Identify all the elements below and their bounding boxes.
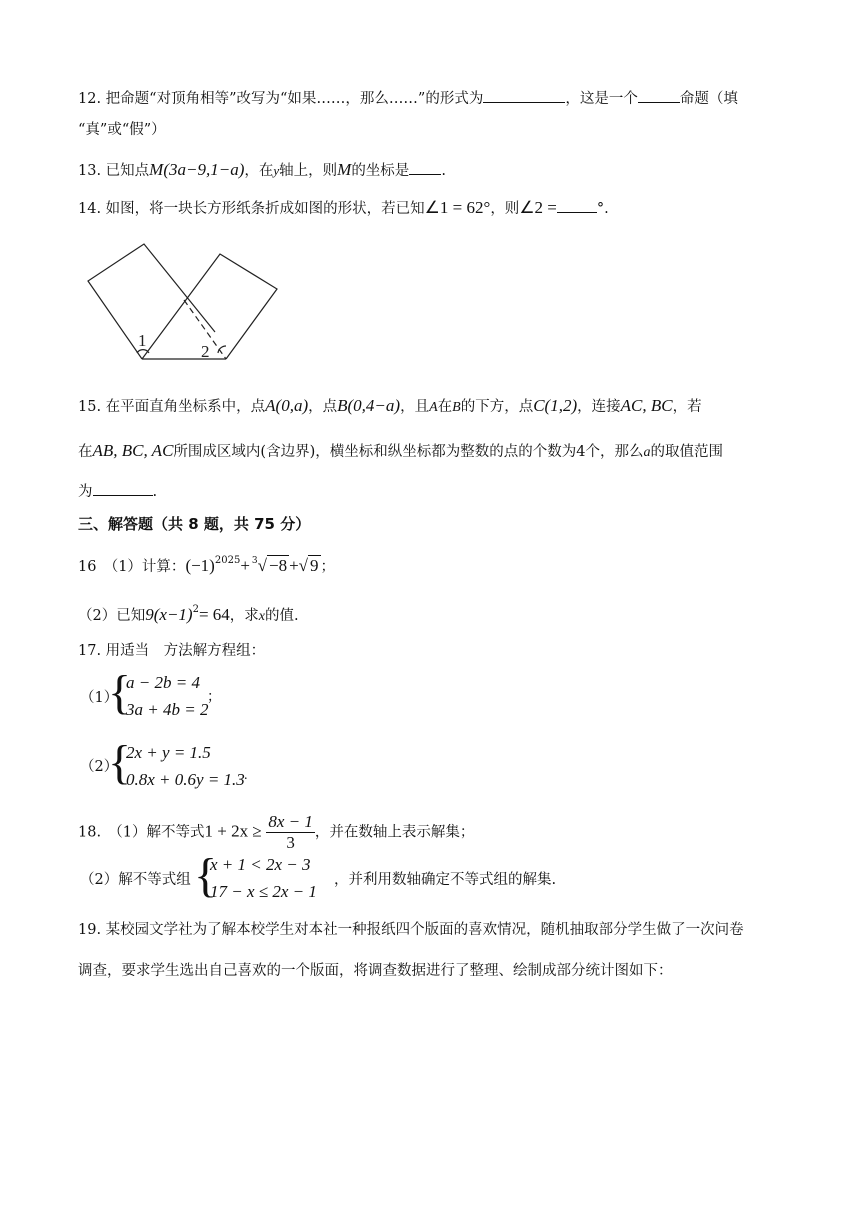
q16-part2-prefix: （2）已知 xyxy=(78,608,146,624)
equals-64: = 64 xyxy=(198,605,230,624)
exponent-2025: 2025 xyxy=(214,555,241,566)
lhs-1-plus-2x: 1 + 2x ≥ xyxy=(204,821,262,841)
question-19-line-1: 19. 某校园文学社为了解本校学生对本社一种报纸四个版面的喜欢情况，随机抽取部分学生做了一次问卷 xyxy=(78,922,744,938)
q15-text5: ，若 xyxy=(672,399,702,415)
segments-ab-bc-ac: AB, BC, AC xyxy=(92,441,174,460)
brace-icon: { xyxy=(108,736,132,789)
q15-comma1: ，点 xyxy=(308,399,338,415)
q18-p2-eq2: 17 − x ≤ 2x − 1 xyxy=(210,882,317,901)
q18-part2-suffix: ，并利用数轴确定不等式组的解集. xyxy=(334,872,557,888)
question-15-line-2 xyxy=(78,441,723,463)
q15-text4: ，连接 xyxy=(577,399,621,415)
q15-prefix: 15. 在平面直角坐标系中，点 xyxy=(78,399,266,415)
q17-p1-end: ； xyxy=(207,690,221,705)
question-12-line-1 xyxy=(78,88,738,109)
q12-text-a: 12. 把命题“对顶角相等”改写为“如果……，那么……”的形式为 xyxy=(78,91,484,107)
fraction-denominator: 3 xyxy=(286,833,295,852)
var-b-upper: B xyxy=(452,400,461,415)
q15-text2: 在 xyxy=(437,399,453,415)
q18-p1-suffix: ，并在数轴上表示解集； xyxy=(314,824,475,841)
q12-text-b: ，这是一个 xyxy=(565,91,638,107)
q15-text1: ，且 xyxy=(400,399,430,415)
angle-2-expr: ∠2 = xyxy=(519,198,557,217)
question-15-line-3 xyxy=(78,481,157,502)
question-15-line-1 xyxy=(78,396,702,418)
q18-p1-prefix: 18. （1）解不等式 xyxy=(78,824,205,841)
question-12-line-2 xyxy=(78,120,166,140)
q17-p1-eq1: a − 2b = 4 xyxy=(126,673,200,692)
answer-blank[interactable] xyxy=(483,88,565,103)
cube-root-body: −8 xyxy=(268,556,288,575)
q17-p2-eq2: 0.8x + 0.6y = 1.3 xyxy=(126,770,245,789)
q18-part2-prefix: （2）解不等式组 xyxy=(80,872,191,888)
question-17-title: 17. 用适当 方法解方程组： xyxy=(78,643,266,659)
brace-icon: { xyxy=(108,666,132,719)
point-a: A(0,a) xyxy=(265,396,309,415)
q15-line2-prefix: 在 xyxy=(78,444,93,460)
fraction-numerator: 8x − 1 xyxy=(268,812,313,831)
q16-part2-mid: ，求 xyxy=(229,608,259,624)
answer-blank[interactable] xyxy=(409,160,441,175)
exponent-2: 2 xyxy=(192,604,199,615)
q15-text3: 的下方，点 xyxy=(460,399,534,415)
var-m: M xyxy=(337,160,352,179)
section-3-title: 三、解答题（共 8 题，共 75 分） xyxy=(78,515,311,533)
question-19-line-2: 调查，要求学生选出自己喜欢的一个版面，将调查数据进行了整理、绘制成部分统计图如下： xyxy=(78,963,673,979)
folded-strip-figure xyxy=(80,236,290,366)
answer-blank[interactable] xyxy=(638,88,680,103)
q12-text-d: “真”或“假”） xyxy=(78,122,166,138)
cube-root-index: 3 xyxy=(251,556,258,566)
angle-1-label: 1 xyxy=(138,331,147,350)
q15-line2-b: 的取值范围 xyxy=(650,444,723,460)
point-c: C(1,2) xyxy=(533,396,578,415)
plus-sign: + xyxy=(289,556,299,575)
q17-p2-eq1: 2x + y = 1.5 xyxy=(126,743,211,762)
q13-prefix: 13. 已知点 xyxy=(78,163,150,179)
var-a-upper: A xyxy=(429,400,438,415)
y-axis-symbol: y xyxy=(273,163,280,178)
q17-part2-label: （2） xyxy=(80,759,119,775)
answer-blank[interactable] xyxy=(557,198,597,213)
q18-p2-eq1: x + 1 < 2x − 3 xyxy=(210,855,311,874)
q15-line2-a: 所围成区域内(含边界)，横坐标和纵坐标都为整数的点的个数为4个，那么 xyxy=(173,444,644,460)
q13-end: . xyxy=(441,163,446,179)
fraction-8x-1-over-3 xyxy=(266,812,315,853)
answer-blank[interactable] xyxy=(93,481,153,496)
sqrt-body: 9 xyxy=(310,556,319,575)
q13-middle2: 轴上，则 xyxy=(279,163,338,179)
expr-9x-1: 9(x−1) xyxy=(145,605,193,624)
q16-part1-end: ； xyxy=(320,559,336,575)
question-16-part-1: 16 （1）计算：$(-1)^{2025}+ ^3√ -8$ +√ 9 ； xyxy=(78,555,336,575)
var-a: a xyxy=(643,445,651,460)
angle-2-label: 2 xyxy=(201,342,210,361)
question-14 xyxy=(78,198,609,219)
q17-part1-label: （1） xyxy=(80,690,119,706)
question-18-part-1 xyxy=(78,812,474,853)
q12-text-c: 命题（填 xyxy=(679,91,738,107)
q16-part1-prefix: 16 （1）计算： xyxy=(78,559,186,575)
term-neg-one: (−1) xyxy=(185,556,215,575)
question-13 xyxy=(78,160,446,181)
point-m: M(3a−9,1−a) xyxy=(149,160,245,179)
q13-suffix: 的坐标是 xyxy=(351,163,410,179)
var-x: x xyxy=(258,609,266,624)
q16-part2-end: 的值. xyxy=(265,608,299,624)
q14-middle: ，则 xyxy=(490,201,520,217)
q15-line3-prefix: 为 xyxy=(78,484,93,500)
q14-prefix: 14. 如图，将一块长方形纸条折成如图的形状，若已知 xyxy=(78,201,425,217)
angle-1-value: ∠1 = 62° xyxy=(424,198,491,217)
q17-p2-end: . xyxy=(244,768,248,783)
q15-line3-end: . xyxy=(152,484,158,500)
q13-middle: ，在 xyxy=(244,163,274,179)
q14-end: °. xyxy=(596,201,609,217)
question-16-part-2 xyxy=(78,600,299,627)
q17-p1-eq2: 3a + 4b = 2 xyxy=(126,700,209,719)
segments-ac-bc: AC, BC xyxy=(620,396,673,415)
point-b: B(0,4−a) xyxy=(337,396,401,415)
plus-sign: + xyxy=(240,556,250,575)
brace-icon: { xyxy=(194,849,218,902)
